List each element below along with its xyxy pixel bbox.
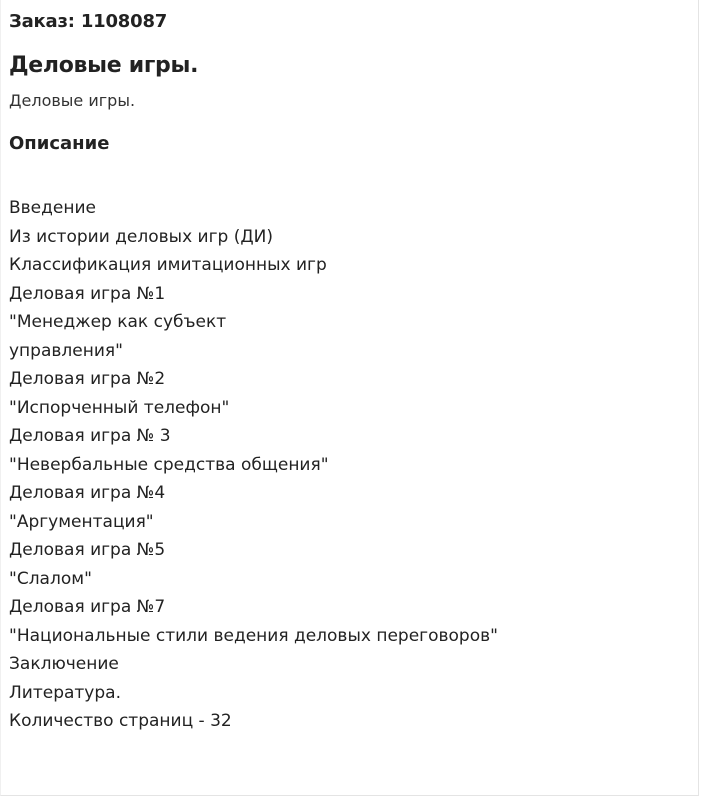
description-line: Из истории деловых игр (ДИ) xyxy=(9,226,273,247)
description-line: Заключение xyxy=(9,654,119,674)
description-line: Введение xyxy=(9,198,96,218)
description-line: Деловая игра №5 xyxy=(9,540,166,560)
description-heading: Описание xyxy=(9,133,110,154)
description-line: "Слалом" xyxy=(9,568,92,589)
description-line: управления" xyxy=(9,340,123,361)
page-subtitle: Деловые игры. xyxy=(9,91,136,110)
description-line: Деловая игра №4 xyxy=(9,483,166,503)
description-line: Деловая игра №7 xyxy=(9,597,166,617)
description-list xyxy=(9,194,689,736)
description-line: "Национальные стили ведения деловых переговоров" xyxy=(9,625,498,646)
order-number: Заказ: 1108087 xyxy=(9,11,168,32)
order-content xyxy=(9,0,689,736)
description-line: Деловая игра №1 xyxy=(9,283,166,304)
description-line: Литература. xyxy=(9,682,121,703)
page-title: Деловые игры. xyxy=(9,53,199,78)
description-line: Количество страниц - 32 xyxy=(9,711,232,731)
description-line: Классификация имитационных игр xyxy=(9,255,327,275)
description-line: "Менеджер как субъект xyxy=(9,312,227,332)
description-line: Деловая игра № 3 xyxy=(9,426,171,446)
description-line: "Невербальные средства общения" xyxy=(9,454,329,475)
description-line: Деловая игра №2 xyxy=(9,369,166,389)
description-line: "Аргументация" xyxy=(9,511,154,532)
description-line: "Испорченный телефон" xyxy=(9,397,230,418)
